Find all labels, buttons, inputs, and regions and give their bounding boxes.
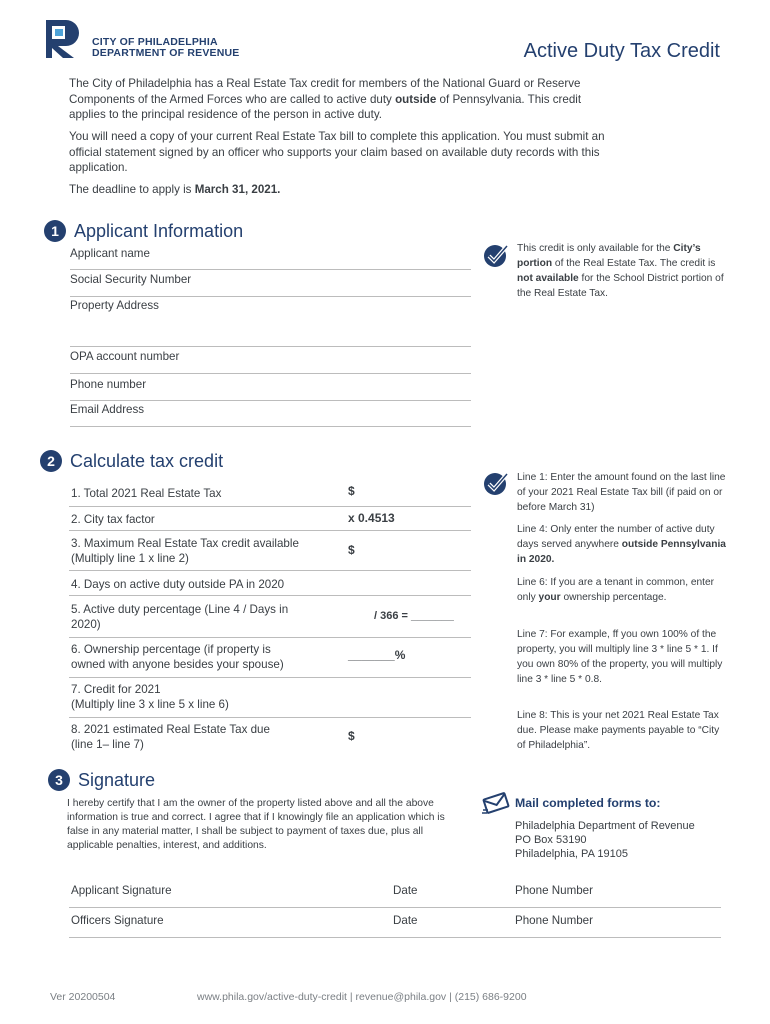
mail-address-line2: PO Box 53190 <box>515 834 587 846</box>
page-title: Active Duty Tax Credit <box>523 40 720 62</box>
section-3-number: 3 <box>48 769 70 791</box>
line-6-note <box>517 575 727 605</box>
calc-row-5-label <box>71 602 288 632</box>
calc-row-8-value: $ <box>348 729 355 743</box>
calc-row-3-label-b: (Multiply line 1 x line 2) <box>71 552 189 565</box>
email-field[interactable]: Email Address <box>70 403 471 427</box>
section-1-header <box>44 220 243 242</box>
property-address-field[interactable]: Property Address <box>70 299 471 347</box>
section-2-title: Calculate tax credit <box>70 450 224 471</box>
note-text-a: This credit is only available for the <box>517 243 674 254</box>
intro-p1-text-a: The City of Philadelphia has a Real Estate Tax credit for members of the National Guard or Reserve Components of the Armed Forces who are called to active duty <box>69 77 581 106</box>
mail-envelope-icon <box>482 790 510 816</box>
calc-row-1[interactable] <box>69 480 471 507</box>
intro-p1-text-b: of Pennsylvania. This credit applies to the principal residence of the person in active duty. <box>69 92 582 121</box>
calc-row-4-label: 4. Days on active duty outside PA in 2020 <box>71 578 285 591</box>
calc-row-2-value: x 0.4513 <box>348 511 395 525</box>
section-1-title: Applicant Information <box>74 220 244 241</box>
calc-row-6-label-b: owned with anyone besides your spouse) <box>71 658 284 671</box>
section-2-header <box>40 450 223 472</box>
version-label: Ver 20200504 <box>50 991 116 1003</box>
line-6-note-text-a: Line 6: If you are a tenant in common, enter only <box>517 577 715 603</box>
calc-row-3-label-a: 3. Maximum Real Estate Tax credit available <box>71 537 299 550</box>
calc-row-6[interactable] <box>69 638 471 678</box>
intro-p1-bold: outside <box>395 92 437 106</box>
line-8-note: Line 8: This is your net 2021 Real Estate Tax due. Please make payments payable to “City of Philadelphia”. <box>517 710 720 751</box>
calc-row-5[interactable] <box>69 596 471 638</box>
line-4-note-bold: outside Pennsylvania in 2020. <box>517 539 726 565</box>
line-4-note <box>517 522 727 567</box>
org-name-line2: DEPARTMENT OF REVENUE <box>92 47 240 59</box>
deadline-text: The deadline to apply is <box>69 183 195 196</box>
mail-address <box>515 819 695 861</box>
calc-row-8-label <box>71 722 270 752</box>
calc-row-3-value: $ <box>348 543 355 557</box>
note-bold-not-available: not available <box>517 273 579 284</box>
section-2-number: 2 <box>40 450 62 472</box>
calc-row-3[interactable] <box>69 531 471 571</box>
mail-address-line1: Philadelphia Department of Revenue <box>515 820 695 832</box>
applicant-date-label: Date <box>393 884 418 897</box>
calc-row-5-value: / 366 = _______ <box>374 610 454 622</box>
note-bold-city-portion: City’s portion <box>517 243 701 269</box>
note-text-e: for the School District portion of the Real Estate Tax. <box>517 273 724 299</box>
opa-account-field[interactable]: OPA account number <box>70 350 471 374</box>
calc-row-8[interactable] <box>69 718 471 758</box>
phone-field[interactable]: Phone number <box>70 378 471 401</box>
calc-row-6-label <box>71 642 284 672</box>
line-4-note-text: Line 4: Only enter the number of active duty days served anywhere <box>517 524 715 550</box>
note-text-c: of the Real Estate Tax. The credit is <box>552 258 716 269</box>
calc-row-2 <box>69 507 471 531</box>
line-7-note: Line 7: For example, ff you own 100% of the property, you will multiply line 3 * line 5 * 1. If you own 80% of the property, you will multiply line 3 * line 5 * 0.8. <box>517 629 723 685</box>
calc-row-8-label-b: (line 1– line 7) <box>71 738 144 751</box>
checkmark-icon <box>483 470 509 496</box>
calc-row-6-label-a: 6. Ownership percentage (if property is <box>71 643 271 656</box>
deadline-date: March 31, 2021. <box>194 183 281 196</box>
calc-row-5-label-b: 2020) <box>71 618 101 631</box>
applicant-signature-row[interactable] <box>69 878 721 908</box>
officer-date-label: Date <box>393 914 418 927</box>
section-1-number: 1 <box>44 220 66 242</box>
ssn-field[interactable]: Social Security Number <box>70 273 471 297</box>
org-name-line1: CITY OF PHILADELPHIA <box>92 36 218 48</box>
city-portion-note <box>517 241 727 301</box>
applicant-name-field[interactable]: Applicant name <box>70 247 471 270</box>
officer-phone-label: Phone Number <box>515 914 593 927</box>
footer-contact: www.phila.gov/active-duty-credit | revenue@phila.gov | (215) 686-9200 <box>197 991 527 1003</box>
calc-row-3-label <box>71 536 299 566</box>
officer-signature-label: Officers Signature <box>71 914 164 927</box>
org-name <box>92 37 240 59</box>
calc-row-7-label-b: (Multiply line 3 x line 5 x line 6) <box>71 698 229 711</box>
applicant-phone-label: Phone Number <box>515 884 593 897</box>
mail-address-line3: Philadelphia, PA 19105 <box>515 848 628 860</box>
line-1-note: Line 1: Enter the amount found on the last line of your 2021 Real Estate Tax bill (if paid on or before March 31) <box>517 472 726 513</box>
section-3-header <box>48 769 155 791</box>
line-6-note-text-b: ownership percentage. <box>560 592 667 603</box>
city-logo <box>44 18 82 60</box>
calc-row-7-label-a: 7. Credit for 2021 <box>71 683 161 696</box>
calc-row-7-label <box>71 682 229 712</box>
calc-row-4[interactable] <box>69 571 471 596</box>
line-6-note-bold: your <box>538 592 561 603</box>
calc-row-1-value: $ <box>348 484 355 498</box>
officer-signature-row[interactable] <box>69 908 721 938</box>
mail-forms-title: Mail completed forms to: <box>515 796 661 810</box>
calc-row-6-value: _______% <box>348 648 406 662</box>
intro-paragraph-3 <box>69 182 609 198</box>
calc-row-2-label: 2. City tax factor <box>71 513 155 526</box>
intro-paragraph-1 <box>69 76 609 123</box>
calc-row-5-label-a: 5. Active duty percentage (Line 4 / Days in <box>71 603 289 616</box>
calc-row-1-label: 1. Total 2021 Real Estate Tax <box>71 487 222 500</box>
certification-text: I hereby certify that I am the owner of the property listed above and all the above information is true and correct. I agree that if I knowingly file an application which is false in any material matter, I shall be subject to payment of taxes due, plus all applicable penalties, interest, and additions. <box>67 798 445 851</box>
section-3-title: Signature <box>78 769 156 790</box>
applicant-signature-label: Applicant Signature <box>71 884 172 897</box>
checkmark-icon <box>483 242 509 268</box>
calc-row-7[interactable] <box>69 678 471 718</box>
calc-row-8-label-a: 8. 2021 estimated Real Estate Tax due <box>71 723 270 736</box>
intro-paragraph-2: You will need a copy of your current Real Estate Tax bill to complete this application. You must submit an official statement signed by an officer who supports your claim based on available duty records with this application. <box>69 130 605 174</box>
